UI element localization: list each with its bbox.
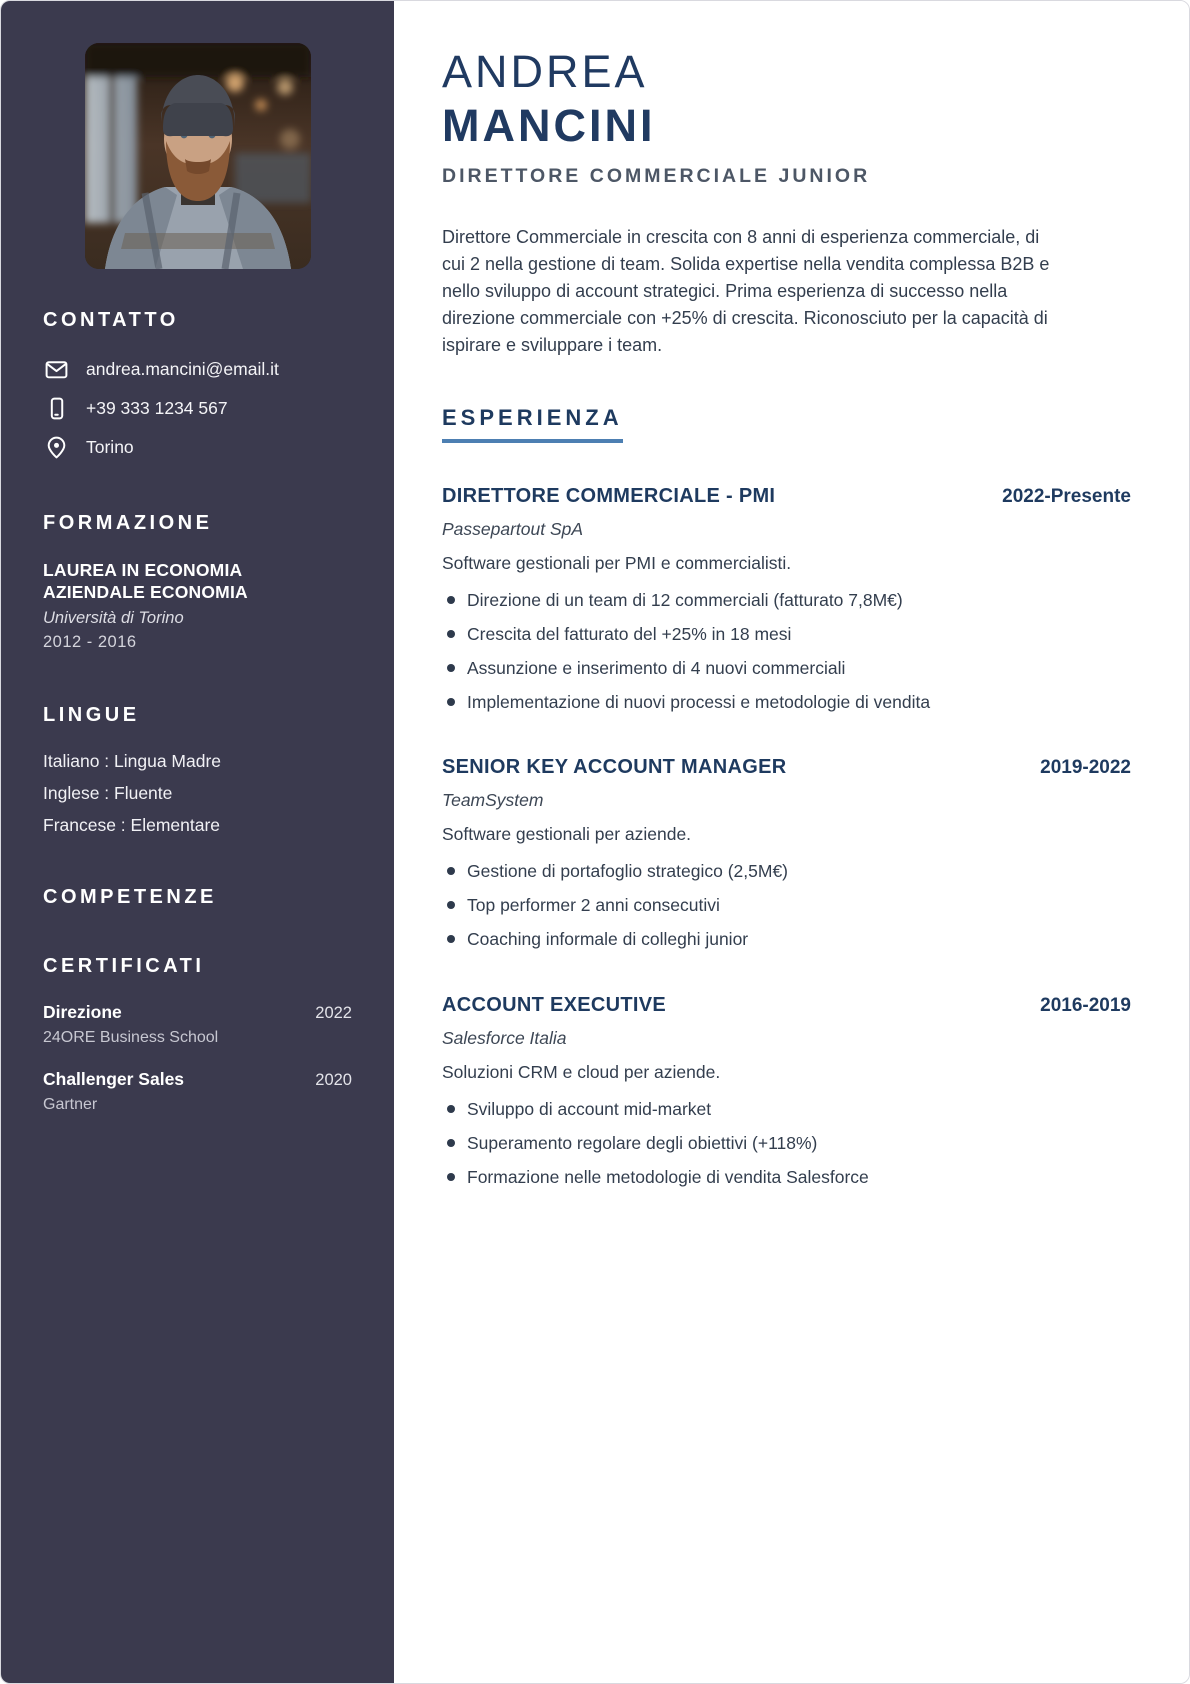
contact-city: Torino: [86, 436, 134, 457]
contact-section: [43, 309, 352, 460]
contact-email: andrea.mancini@email.it: [86, 358, 279, 379]
certificate-year: 2020: [315, 1070, 352, 1089]
contact-phone: +39 333 1234 567: [86, 397, 228, 418]
experience-heading: ESPERIENZA: [442, 405, 623, 443]
job-entry: [442, 994, 1131, 1190]
job-bullet-list: [442, 588, 1131, 714]
experience-section: [442, 405, 1131, 1189]
job-title: ACCOUNT EXECUTIVE: [442, 993, 667, 1016]
job-description: Software gestionali per PMI e commercialisti.: [442, 553, 792, 573]
job-entry: [442, 756, 1131, 952]
languages-section: [43, 704, 352, 836]
skills-section: [43, 886, 352, 909]
certificates-heading: CERTIFICATI: [43, 954, 205, 977]
candidate-title: DIRETTORE COMMERCIALE JUNIOR: [442, 165, 871, 187]
languages-heading: LINGUE: [43, 703, 140, 726]
first-name: ANDREA: [442, 46, 648, 97]
sidebar: [1, 1, 394, 1683]
certificate-issuer: 24ORE Business School: [43, 1028, 219, 1046]
education-section: [43, 512, 352, 652]
job-bullet: Assunzione e inserimento di 4 nuovi commerciali: [442, 656, 1131, 681]
contact-list: [43, 356, 352, 460]
education-years: 2012 - 2016: [43, 632, 137, 651]
contact-row-phone: [43, 395, 352, 421]
phone-icon: [43, 395, 69, 421]
contact-row-email: [43, 356, 352, 382]
languages-list: [43, 751, 352, 836]
certificate-issuer: Gartner: [43, 1095, 98, 1113]
mail-icon: [43, 356, 69, 382]
certificate-name: Direzione: [43, 1001, 122, 1022]
job-title: DIRETTORE COMMERCIALE - PMI: [442, 485, 776, 507]
last-name: MANCINI: [442, 100, 656, 151]
certificate-item: [43, 1069, 352, 1114]
job-description: Software gestionali per aziende.: [442, 824, 692, 845]
contact-row-location: [43, 434, 352, 460]
job-period: 2019-2022: [1040, 757, 1131, 779]
job-period: 2016-2019: [1040, 994, 1131, 1016]
education-heading: FORMAZIONE: [43, 512, 213, 534]
job-bullet: Coaching informale di colleghi junior: [442, 927, 1131, 952]
certificate-name: Challenger Sales: [43, 1068, 185, 1089]
language-item: Inglese : Fluente: [43, 782, 173, 803]
job-bullet: Crescita del fatturato del +25% in 18 mesi: [442, 622, 1131, 647]
main-content: [394, 1, 1189, 1683]
job-description: Soluzioni CRM e cloud per aziende.: [442, 1061, 721, 1082]
language-item: Francese : Elementare: [43, 814, 221, 835]
location-icon: [43, 434, 69, 460]
profile-summary: Direttore Commerciale in crescita con 8 anni di esperienza commerciale, di cui 2 nella gestione di team. Solida expertise nella vendita complessa B2B e nello sviluppo di account strategici. Prima esperienza di successo nella direzione commerciale con +25% di crescita. Riconosciuto per la capacità di ispirare e sviluppare i team.: [442, 227, 1050, 355]
job-bullet: Formazione nelle metodologie di vendita Salesforce: [442, 1165, 1131, 1190]
job-bullet: Top performer 2 anni consecutivi: [442, 893, 1131, 918]
job-bullet: Implementazione di nuovi processi e metodologie di vendita: [442, 690, 1131, 715]
job-title: SENIOR KEY ACCOUNT MANAGER: [442, 756, 787, 779]
job-period: 2022-Presente: [1002, 486, 1131, 507]
job-bullet-list: [442, 1097, 1131, 1190]
job-company: Salesforce Italia: [442, 1027, 567, 1048]
profile-photo-illustration: [85, 43, 311, 269]
job-bullet: Direzione di un team di 12 commerciali (fatturato 7,8M€): [442, 588, 1131, 613]
profile-photo: [85, 43, 311, 269]
certificates-section: [43, 955, 352, 1114]
job-bullet: Gestione di portafoglio strategico (2,5M€): [442, 859, 1131, 884]
candidate-name: [442, 45, 1131, 153]
job-bullet-list: [442, 859, 1131, 952]
job-entry: [442, 485, 1131, 714]
job-company: TeamSystem: [442, 790, 544, 811]
language-item: Italiano : Lingua Madre: [43, 750, 222, 771]
job-bullet: Superamento regolare degli obiettivi (+118%): [442, 1131, 1131, 1156]
job-company: Passepartout SpA: [442, 519, 584, 539]
job-bullet: Sviluppo di account mid-market: [442, 1097, 1131, 1122]
certificate-year: 2022: [315, 1003, 352, 1022]
skills-heading: COMPETENZE: [43, 885, 217, 908]
education-degree: LAUREA IN ECONOMIA AZIENDALE ECONOMIA: [43, 560, 248, 603]
contact-heading: CONTATTO: [43, 309, 179, 331]
education-school: Università di Torino: [43, 608, 184, 627]
certificate-item: [43, 1002, 352, 1047]
